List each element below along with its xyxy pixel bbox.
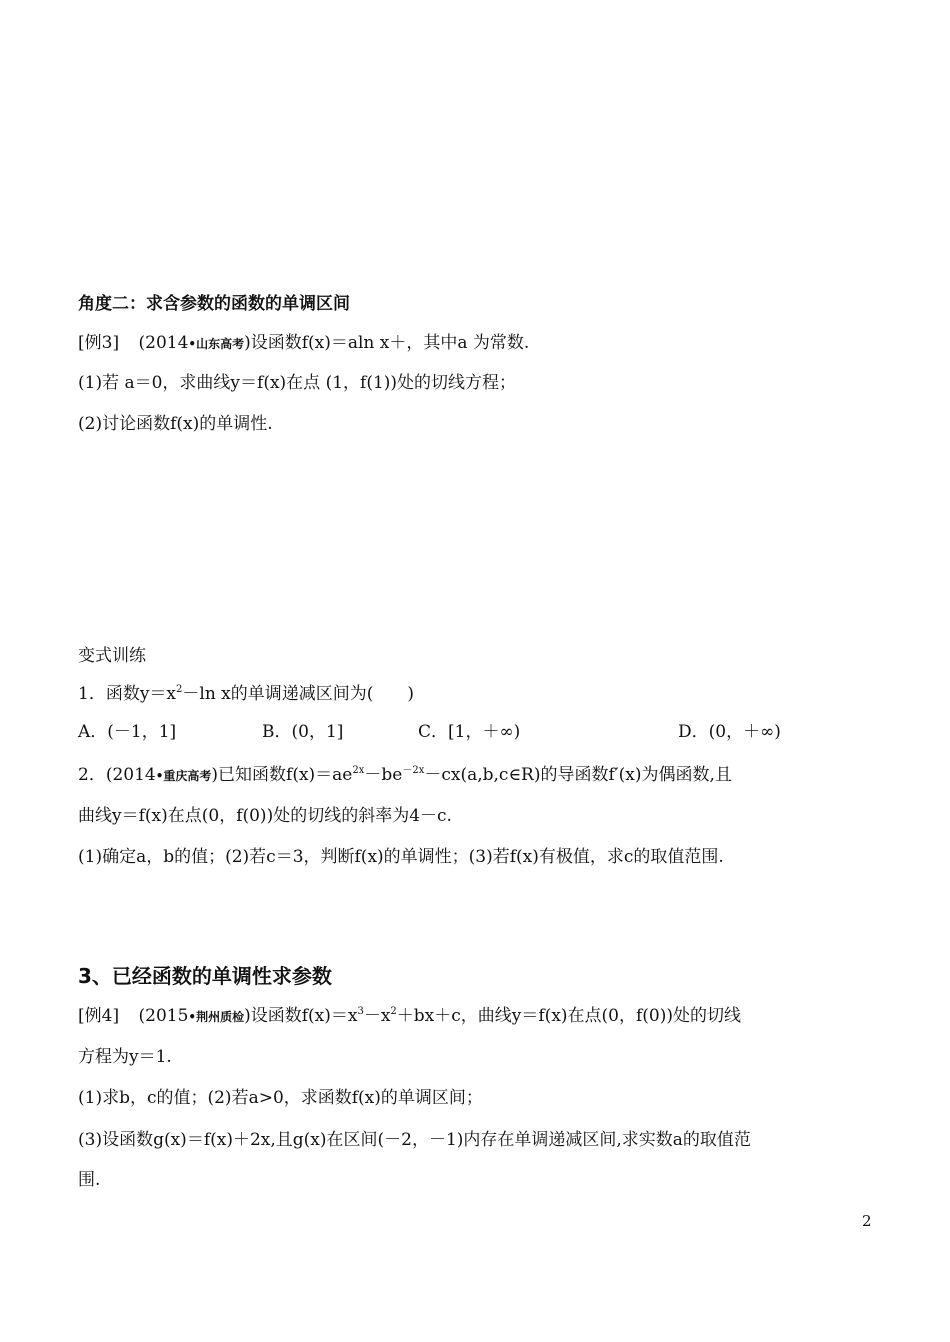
source-name: •荆州质检 — [188, 1010, 245, 1024]
source-name: •重庆高考 — [155, 769, 212, 783]
choice-a: A．(－1，1] — [78, 722, 177, 742]
question-2-text: )已知函数f(x)＝ae — [211, 765, 353, 785]
exponent: 2x — [352, 765, 365, 776]
variant-training-heading: 变式训练 — [78, 646, 146, 666]
choice-b: B．(0，1] — [262, 722, 344, 742]
question-1 — [78, 682, 414, 706]
source-year: (2014 — [138, 333, 189, 353]
example-text: ＋bx＋c，曲线y＝f(x)在点(0，f(0))处的切线 — [396, 1006, 741, 1026]
exponent: 2 — [176, 684, 183, 695]
example-text: )设函数f(x)＝x — [244, 1006, 358, 1026]
exponent: 3 — [357, 1006, 364, 1017]
source-name: •山东高考 — [188, 337, 245, 351]
example-3-statement — [78, 331, 529, 356]
choice-d: D．(0，＋∞) — [678, 722, 781, 742]
question-1-text-end: －ln x的单调递减区间为( ) — [182, 684, 415, 704]
page-number: 2 — [862, 1212, 872, 1230]
example-4-line-3: (1)求b，c的值；(2)若a>0，求函数f(x)的单调区间； — [78, 1088, 483, 1108]
example-4-line-2: 方程为y＝1. — [78, 1047, 172, 1067]
example-text: －x — [363, 1006, 391, 1026]
example-4-line-5: 围. — [78, 1170, 101, 1190]
question-2-line-2: 曲线y＝f(x)在点(0，f(0))处的切线的斜率为4－c. — [78, 806, 452, 826]
example-text: )设函数f(x)＝aln x＋，其中a 为常数. — [244, 333, 530, 353]
example-4-line-1 — [78, 1004, 741, 1029]
question-2-text: －be — [364, 765, 403, 785]
question-2-text: －cx(a,b,c∈R)的导函数f′(x)为偶函数,且 — [424, 765, 732, 785]
source-year: (2015 — [138, 1006, 189, 1026]
section-heading-angle-two: 角度二：求含参数的函数的单调区间 — [78, 294, 350, 314]
exponent: 2 — [390, 1006, 397, 1017]
exponent: －2x — [402, 765, 425, 776]
question-2-line-1 — [78, 763, 732, 788]
example-3-part-2: (2)讨论函数f(x)的单调性. — [78, 414, 273, 434]
example-4-line-4: (3)设函数g(x)＝f(x)＋2x,且g(x)在区间(－2，－1)内存在单调递减区间,求实数a的取值范 — [78, 1130, 751, 1150]
question-2-number: 2．(2014 — [78, 765, 156, 785]
example-label: [例3] — [78, 333, 120, 353]
question-2-line-3: (1)确定a，b的值；(2)若c＝3，判断f(x)的单调性；(3)若f(x)有极值，求c的取值范围. — [78, 847, 724, 867]
example-3-part-1: (1)若 a＝0，求曲线y＝f(x)在点 (1，f(1))处的切线方程； — [78, 373, 517, 393]
choice-c: C．[1，＋∞) — [418, 722, 521, 742]
example-label: [例4] — [78, 1006, 120, 1026]
question-1-text: 1．函数y＝x — [78, 684, 177, 704]
section-heading-3: 3、已经函数的单调性求参数 — [78, 964, 332, 988]
